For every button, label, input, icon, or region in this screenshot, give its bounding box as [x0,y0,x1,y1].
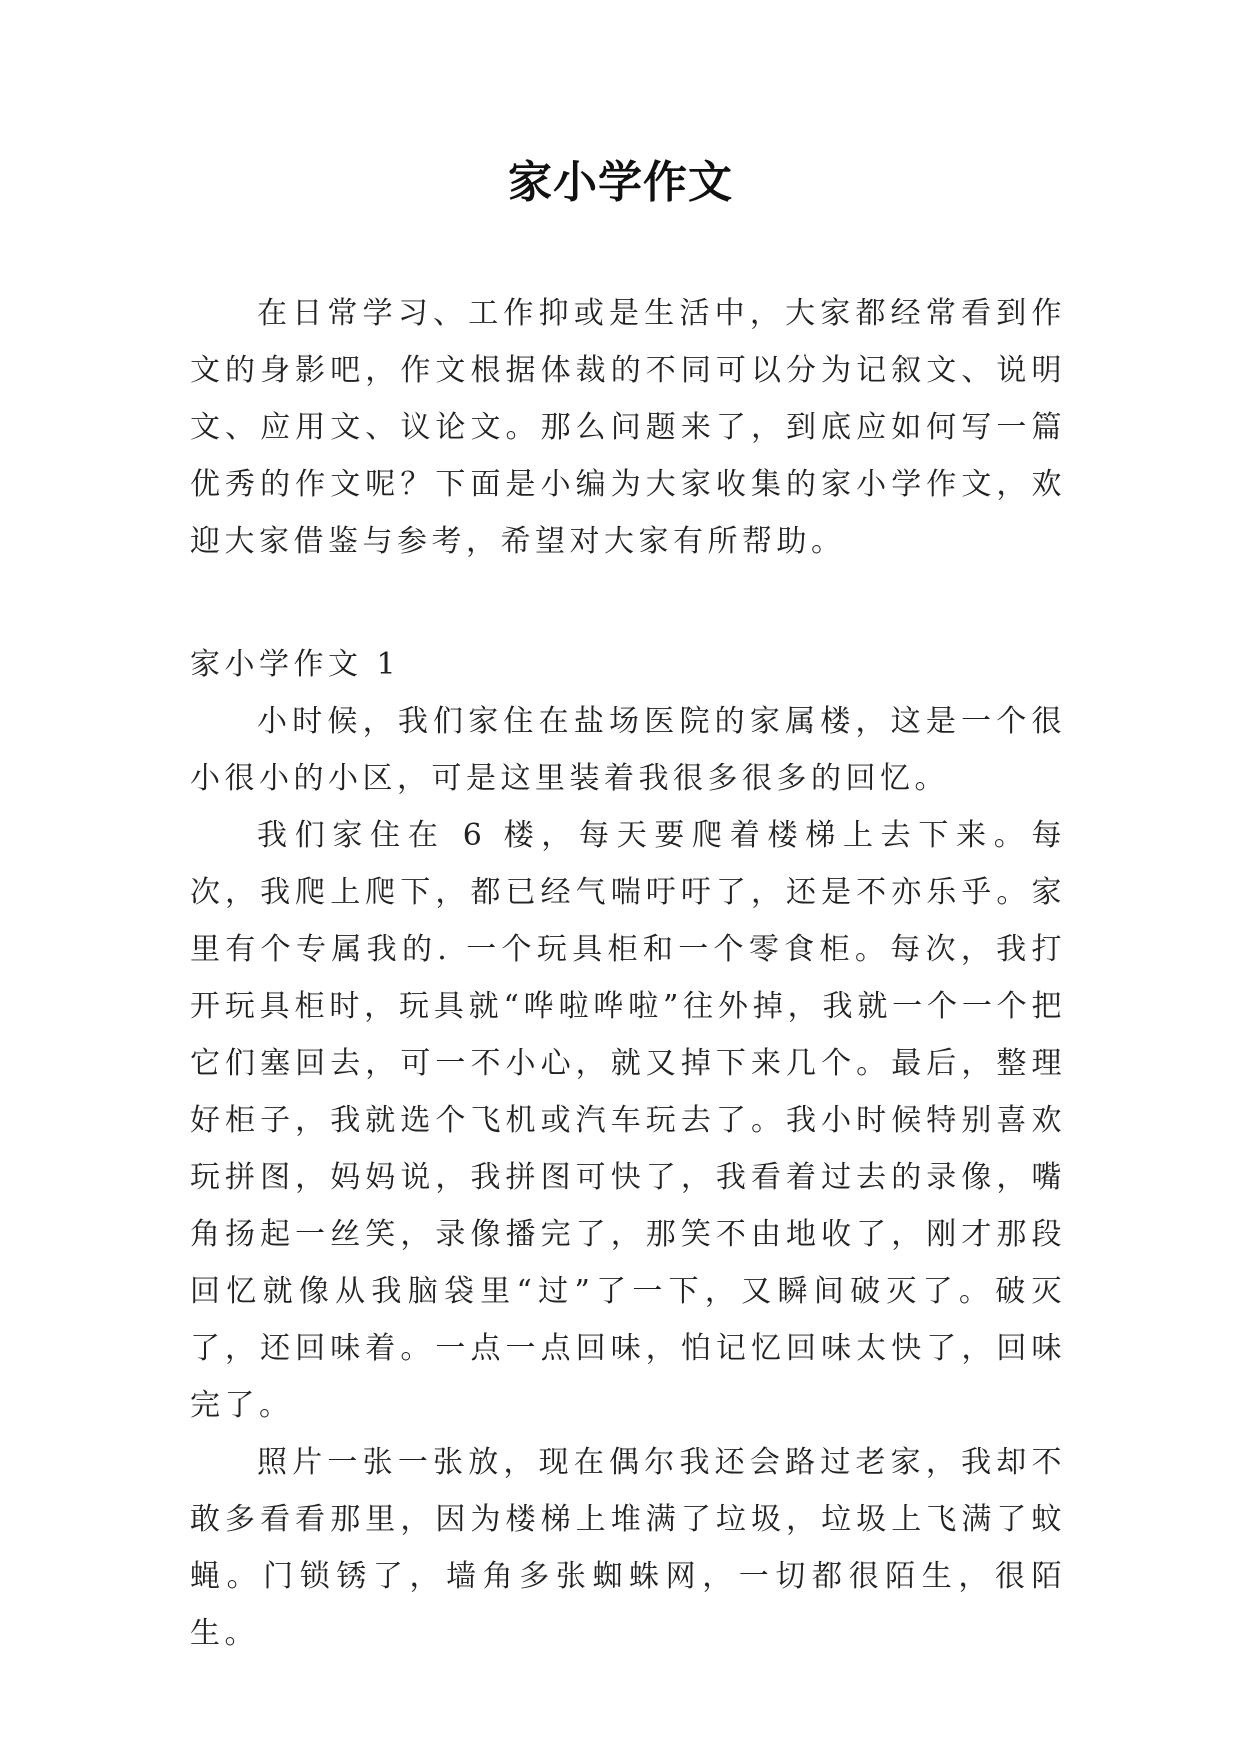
document-body [190,285,1066,1662]
body-paragraph: 小时候，我们家住在盐场医院的家属楼，这是一个很小很小的小区，可是这里装着我很多很多的回忆。 [190,704,1066,796]
body-paragraph: 我们家住在 6 楼，每天要爬着楼梯上去下来。每次，我爬上爬下，都已经气喘吁吁了，还是不亦乐乎。家里有个专属我的. 一个玩具柜和一个零食柜。每次，我打开玩具柜时，玩具就“哗啦哗啦”往外掉，我就一个一个把它们塞回去，可一不小心，就又掉下来几个。最后，整理好柜子，我就选个飞机或汽车玩去了。我小时候特别喜欢玩拼图，妈妈说，我拼图可快了，我看着过去的录像，嘴角扬起一丝笑，录像播完了，那笑不由地收了，刚才那段回忆就像从我脑袋里“过”了一下，又瞬间破灭了。破灭了，还回味着。一点一点回味，怕记忆回味太快了，回味完了。 [190,818,1066,1423]
document-title: 家小学作文 [508,157,733,208]
intro-paragraph: 在日常学习、工作抑或是生活中，大家都经常看到作文的身影吧，作文根据体裁的不同可以分为记叙文、说明文、应用文、议论文。那么问题来了，到底应如何写一篇优秀的作文呢？下面是小编为大家收集的家小学作文，欢迎大家借鉴与参考，希望对大家有所帮助。 [190,296,1066,559]
section-heading: 家小学作文 1 [190,647,401,682]
body-paragraph: 照片一张一张放，现在偶尔我还会路过老家，我却不敢多看看那里，因为楼梯上堆满了垃圾，垃圾上飞满了蚊蝇。门锁锈了，墙角多张蜘蛛网，一切都很陌生，很陌生。 [190,1445,1066,1651]
